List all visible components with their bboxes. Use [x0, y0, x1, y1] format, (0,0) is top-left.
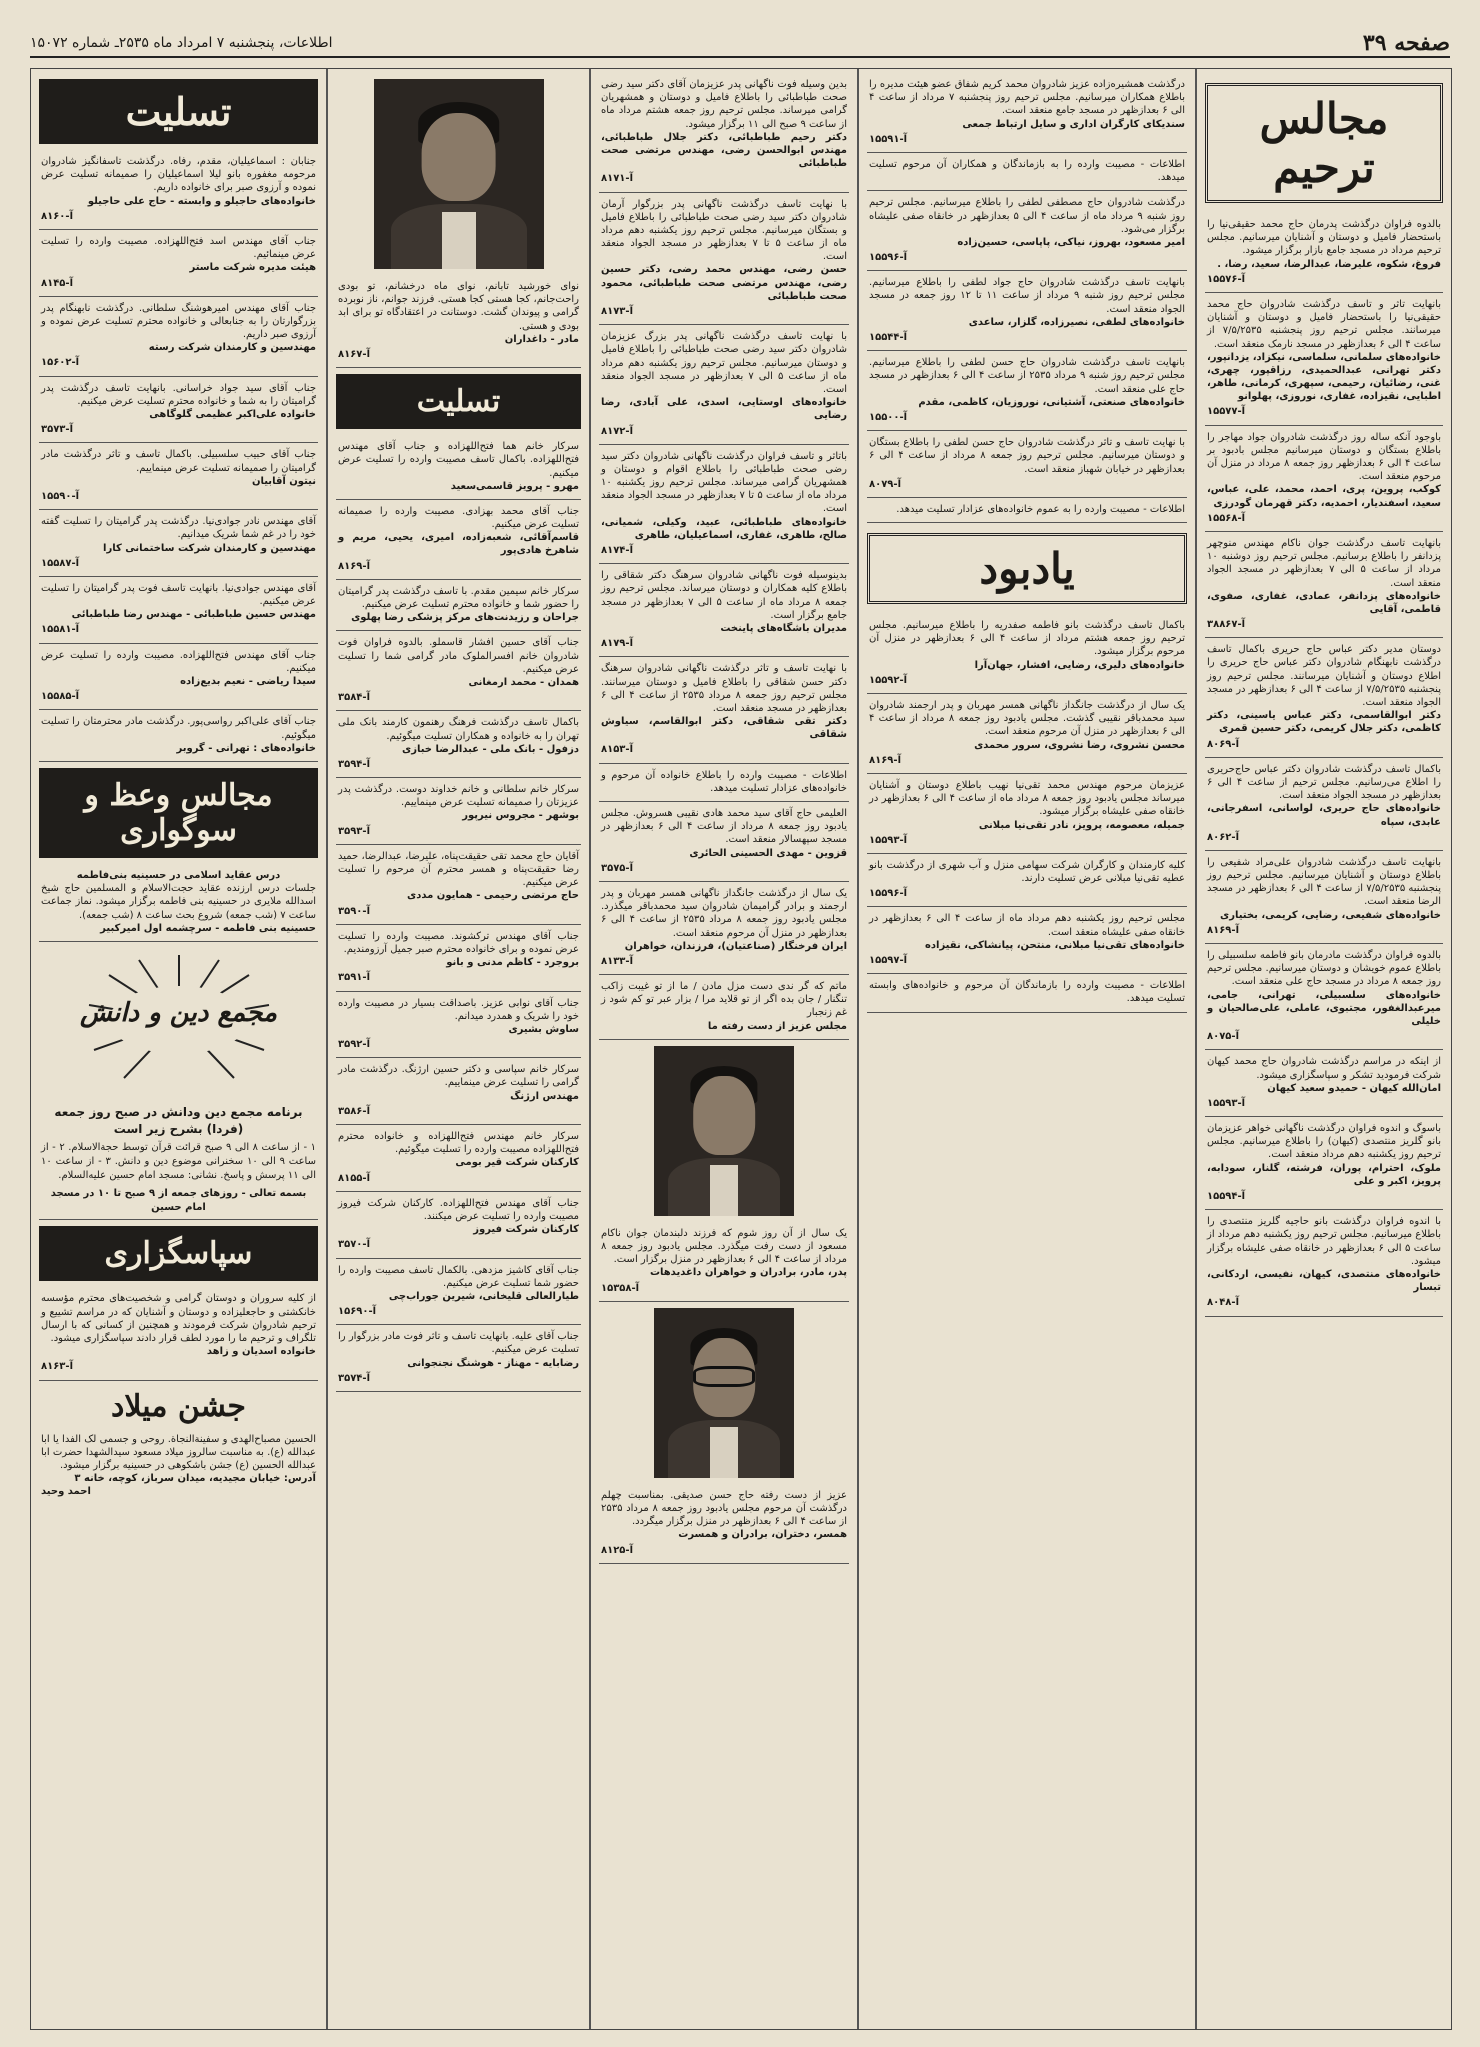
notice-item [336, 631, 581, 711]
notice-signature: مهندس حسین طباطبائی - مهندس رضا طباطبائی [71, 609, 316, 621]
notice-ref: آ-۸۱۶۷ [338, 348, 370, 360]
notice-item [599, 193, 849, 326]
notice-signature: ساوش بشیری [508, 1023, 579, 1035]
notice-item [336, 925, 581, 992]
jashn-address: آدرس: خیابان مجیدیه، میدان سرباز، کوچه، خانه ۳ [74, 1473, 316, 1485]
col3-notices-top [599, 73, 849, 1040]
notice-ref: آ-۸۱۶۹ [338, 560, 370, 572]
notice-ref: آ-۱۵۶۰۲ [41, 357, 80, 369]
banner-tasliat: تسلیت [39, 79, 318, 144]
vaz-notice [39, 864, 318, 942]
banner-majales-tarhim: مجالس ترحیم [1205, 83, 1443, 203]
notice-ref: آ-۳۵۹۲ [338, 1039, 370, 1051]
notice-text: جناب آقای مهندس ترکشوند. مصیبت وارده را تسلیت عرض نموده و برای خانواده محترم صبر جمیل آرزومندیم. [338, 930, 579, 955]
notice-item [39, 297, 318, 377]
column-5 [31, 69, 327, 2029]
notice-text: سرکار خانم سپاسی و دکتر حسین ارژنگ. درگذشت مادر گرامی را تسلیت عرض مینماییم. [338, 1064, 579, 1089]
notice-signature: دزفول - بانک ملی - عبدالرضا خبازی [402, 743, 579, 755]
notice-item [39, 377, 318, 444]
column-4 [327, 69, 590, 2029]
notice-signature: خانواده‌های دلیری، رضایی، افشار، جهان‌آرا [974, 659, 1185, 671]
program-title: برنامه مجمع دین ودانش در صبح روز جمعه (فردا) بشرح زیر است [54, 1104, 303, 1136]
notice-item [1205, 532, 1443, 638]
notice-text: بدینوسیله فوت ناگهانی شادروان سرهنگ دکتر شقاقی را باطلاع کلیه همکاران و دوستان میرساند. مجلس ترحیم روز جمعه ۸ مرداد ماه از ساعت ۵ الی ۷ بعدازظهر در مسجد جامع برگزار است. [601, 570, 847, 621]
sepas-text: از کلیه سروران و دوستان گرامی و شخصیت‌های محترم مؤسسه خانکشتی و حاجعلیزاده و دوستان و آشنایان که در مراسم تشییع و ترحیم شادروان شرکت فرمودند و همچنین از کسانی که با ارسال تلگراف و ترحیم ما را مورد لطف قرار دادند سپاسگزاری میشود. [41, 1293, 316, 1345]
notice-text: باتاثر و تاسف فراوان درگذشت ناگهانی شادروان دکتر سید رضی صحت طباطبائی را باطلاع اقوام و دوستان و همشهریان گرامی میرساند. مجلس ترحیم روز یکشنبه ۱۰ مرداد ماه از ساعت ۵ تا ۷ بعدازظهر در مسجد الجواد منعقد است. [601, 450, 848, 515]
notice-ref: آ-۳۵۹۴ [338, 758, 370, 770]
notice-ref: آ-۱۵۶۹۰ [338, 1306, 377, 1318]
notice-text: جناب آقای حبیب سلسبیلی. باکمال تاسف و تاثر درگذشت مادر گرامیتان را صمیمانه تسلیت عرض مینماییم. [41, 449, 316, 474]
sepas-signature: خانواده اسدیان و زاهد [206, 1346, 316, 1358]
column-2 [858, 69, 1196, 2029]
page-number: صفحه ۳۹ [1362, 30, 1450, 56]
notice-ref: آ-۸۱۵۵ [338, 1172, 370, 1184]
notice-item [336, 500, 581, 580]
notice-text: جناب آقای علیه. بانهایت تاسف و تاثر فوت مادر بزرگوار را تسلیت عرض میکنیم. [338, 1331, 579, 1356]
column-3 [590, 69, 858, 2029]
notice-text: با نهایت تاسف و تاثر درگذشت شادروان حاج حسن لطفی را باطلاع بستگان و دوستان میرسانیم. مجلس ترحیم روز جمعه ۸ مرداد از ساعت ۴ الی ۶ بعدازظهر در خیابان شهباز منعقد است. [869, 437, 1186, 475]
notice-ref: آ-۳۵۹۳ [338, 825, 370, 837]
notice-text: آقای مهندس نادر جوادی‌نیا. درگذشت پدر گرامیتان را تسلیت گفته خود را در غم شما شریک میدانیم. [41, 516, 316, 541]
notice-item [336, 1325, 581, 1392]
memorial-photo-man [374, 79, 544, 269]
notice-item [867, 907, 1187, 974]
notice-ref: آ-۸۱۷۹ [601, 638, 633, 650]
notice-ref: آ-۸۰۷۵ [1207, 1031, 1239, 1043]
notice-ref: آ-۱۵۵۹۳ [1207, 1097, 1246, 1109]
notice-text: از اینکه در مراسم درگذشت شادروان حاج محمد کیهان شرکت فرمودید تشکر و سپاسگزاری میشود. [1207, 1056, 1441, 1081]
notice-item [599, 1484, 849, 1564]
notice-ref: آ-۸۱۷۳ [601, 306, 633, 317]
notice-ref: آ-۳۵۹۱ [338, 972, 370, 984]
notice-item [1205, 213, 1443, 293]
notice-text: بانهایت تاسف درگذشت شادروان علی‌مراد شفیعی را باطلاع دوستان و آشنایان میرسانیم. مجلس ترحیم روز پنجشنبه ۷/۵/۲۵۳۵ از ساعت ۴ الی ۶ بعدازظهر در مسجد الرضا منعقد است. [1207, 856, 1441, 908]
notice-text: آقایان حاج محمد تقی حقیقت‌پناه، علیرضا، عبدالرضا، حمید رضا حقیقت‌پناه و همسر محترم آن مرحوم را تسلیت عرض میکنیم. [338, 850, 579, 889]
notice-item [39, 443, 318, 510]
notice-signature: دکتر رحیم طباطبائی، دکتر جلال طباطبائی، مهندس ابوالحسن رضی، مهندس مرتضی صحت طباطبائی [601, 131, 847, 170]
notice-text: درگذشت همشیره‌زاده عزیز شادروان محمد کریم شفاق عضو هیئت مدیره را باطلاع همکاران میرسانیم. مجلس ترحیم روز پنجشنبه ۷ مرداد از ساعت ۴ الی ۶ بعدازظهر در مسجد جامع منعقد است. [869, 79, 1186, 117]
notice-signature: مهندس ارژنگ [510, 1090, 579, 1102]
notice-signature: بوشهر - مجروس نیرپور [462, 810, 579, 822]
notice-item [599, 564, 849, 657]
notice-signature: خانواده‌های حاجیلو و وابسته - حاج علی حاجیلو [87, 195, 316, 207]
notice-item [599, 764, 849, 802]
notice-ref: آ-۱۵۵۹۶ [869, 252, 908, 264]
notice-ref: آ-۱۵۵۹۳ [869, 834, 908, 846]
notice-ref: آ-۸۱۳۳ [601, 955, 633, 967]
jashn-milad-title: جشن میلاد [111, 1388, 246, 1424]
notice-item [336, 778, 581, 845]
notice-ref: آ-۸۰۴۸ [1207, 1297, 1239, 1309]
notice-text: جناب آقای سید جواد خراسانی. بانهایت تاسف درگذشت پدر گرامیتان را به شما و خانواده محترم تسلیت عرض میکنیم. [41, 382, 316, 407]
notice-signature: خانواده‌های صنعتی، آشتیانی، نوروزیان، کاظمی، مقدم [918, 396, 1185, 408]
program-notice [39, 1098, 318, 1221]
notice-text: جناب آقای علی‌اکبر رواسی‌پور. درگذشت مادر محترمتان را تسلیت میگوئیم. [41, 716, 316, 741]
notice-item [599, 445, 849, 565]
notice-text: یک سال از درگذشت جانگداز ناگهانی همسر مهربان و پدر ارجمند و برادر گرامیمان شادروان سید محمدباقر میگذرد. مجلس یادبود روز جمعه ۸ مرداد ۲۵۳۵ از ساعت ۴ الی ۶ بعدازظهر در منزل آن مرحوم منعقد است. [601, 887, 847, 939]
notice-signature: همدان - محمد ارمغانی [468, 676, 579, 688]
notice-text: دوستان مدیر دکتر عباس حاج حریری باکمال تاسف درگذشت نابهنگام شادروان دکتر عباس حاج حریری را اطلاع دوستان و آشنایان میرسانند. مجلس ترحیم روز پنجشنبه ۷/۵/۲۵۳۵ از ساعت ۴ الی ۶ بعدازظهر در مسجد الجواد منعقد است. [1207, 644, 1441, 708]
notice-ref: آ-۳۵۸۶ [338, 1105, 370, 1117]
notice-text: با نهایت تاسف و تاثر درگذشت ناگهانی شادروان سرهنگ دکتر حسن شقاقی را باطلاع فامیل و دوستان میرسانند. مجلس ترحیم روز جمعه ۸ مرداد ۲۵۳۵ از ساعت ۴ الی ۶ بعدازظهر در مسجد منعقد است. [601, 663, 847, 714]
notice-signature: کارکنان شرکت فیروز [473, 1224, 579, 1236]
notice-item [599, 73, 849, 193]
banner-sepasgozari: سپاسگزاری [39, 1226, 318, 1281]
col1-notices [1205, 213, 1443, 1317]
notice-text: باکمال تاسف درگذشت شادروان دکتر عباس حاج‌حریری را اطلاع می‌رسانیم. مجلس ترحیم از ساعت ۴ الی ۶ بعدازظهر در مسجد الجواد منعقد است. [1207, 763, 1441, 802]
notice-ref: آ-۳۸۸۶۷ [1207, 619, 1246, 631]
notice-signature: مدیران باشگاه‌های پاینخت [720, 622, 847, 634]
col3-notices-bottom [599, 1484, 849, 1564]
notice-item [599, 657, 849, 763]
notice-signature: خانواده‌های طباطبائی، عبید، وکیلی، شمیانی، صالح، طاهری، غفاری، اسماعیلیان، طاهری [601, 516, 847, 541]
page-header [30, 30, 1450, 58]
jashn-notice [39, 1428, 318, 1505]
notice-text: بالدوه فراوان درگذشت پدرمان حاج محمد حقیقی‌نیا را باستحضار فامیل و دوستان و آشنایان میرسانیم. مجلس ترحیم مرداد در مسجد جامع بازار برگزار میشود. [1207, 219, 1441, 257]
notice-text: باوجود آنکه ساله روز درگذشت شادروان جواد مهاجر را باطلاع بستگان و دوستان میرسانیم مجلس بادبود بر ساعت ۴ الی ۶ بعدازظهر روز جمعه ۸ مرداد در منزل آن مرحوم منعقد است. [1207, 431, 1441, 483]
notice-item [336, 1058, 581, 1125]
notice-text: بانهایت تاسف درگذشت جوان ناکام مهندس منوچهر پزدانفر را باطلاع برسانیم. مجلس ترحیم روز دوشنبه ۱۰ مرداد از ساعت ۵ الی ۷ بعدازظهر در مسجد الجواد منعقد است. [1207, 537, 1441, 589]
notice-text: درگذشت شادروان حاج مصطفی لطفی را باطلاع میرسانیم. مجلس ترحیم روز شنبه ۹ مرداد ماه از ساعت ۴ الی ۵ بعدازظهر در خانقاه صفی علیشاه برگزار می‌شود. [869, 197, 1185, 235]
notice-item [1205, 1050, 1443, 1117]
notice-text: نوای خورشید تابانم، نوای ماه درخشانم، تو بودی راحت‌جانم، کجا هستی کجا هستی. فرزند جوانم، ناز نوبرده گرامی و پیوندان گشت. دوستانت در اعتقادگاه تو برای ابد بودی و هستی. [338, 281, 579, 332]
notice-item [867, 191, 1187, 271]
notice-item [867, 271, 1187, 351]
notice-item [336, 845, 581, 925]
notice-signature: محسن نشروی، رضا نشروی، سرور محمدی [974, 739, 1185, 751]
notice-ref: آ-۱۵۳۵۸ [601, 1282, 640, 1294]
notice-signature: حسن رضی، مهندس محمد رضی، دکتر حسین رضی، مهندس مرتضی صحت طباطبائی، محمود صحت طباطبائی [601, 264, 847, 302]
notice-signature: پدر، مادر، برادران و خواهران داغدیدهات [649, 1267, 847, 1279]
notice-ref: آ-۱۵۵۹۷ [869, 955, 908, 966]
notice-ref: آ-۱۵۵۸۵ [41, 691, 80, 703]
notice-ref: آ-۱۵۵۰۰ [869, 411, 908, 423]
notice-text: جناب آقای کاشیز مزدهی. بالکمال تاسف مصیبت وارده را حضور شما تسلیت عرض میکنیم. [338, 1264, 579, 1289]
col2-notices-bottom [867, 614, 1187, 1013]
jashn-sign: احمد وحید [41, 1486, 91, 1498]
notice-signature: خانواده‌های حاج حریری، لواسانی، اسفرجانی، عابدی، سپاه [1207, 803, 1441, 828]
notice-signature: نیتون آقابیان [251, 475, 316, 487]
notice-signature: خانواده علی‌اکبر عظیمی گلوگاهی [149, 409, 316, 420]
notice-text: کلیه کارمندان و کارگران شرکت سهامی منزل و آب شهری از درگذشت بانو عطیه تقی‌نیا مبلانی عرض تسلیت دارند. [869, 859, 1185, 885]
notice-text: بالدوه فراوان درگذشت مادرمان بانو فاطمه سلسبیلی را باطلاع عموم خویشان و دوستان میرسانیم. مجلس ترحیم روز جمعه ۸ مرداد در مسجد حاج علی منعقد است. [1207, 950, 1441, 988]
notice-item [867, 854, 1187, 908]
notice-text: سرکار خانم مهندس فتح‌اللهزاده و خانواده محترم فتح‌اللهزاده مصیبت وارده را تسلیت میگوئیم. [338, 1131, 579, 1156]
notice-ref: آ-۱۵۵۸۱ [41, 624, 80, 636]
notice-text: اطلاعات - مصیبت وارده را بازماندگان آن مرحوم و خانواده‌های وابسته تسلیت میدهد. [869, 980, 1185, 1005]
sepas-notice [39, 1287, 318, 1380]
din-danesh-text: مجمع دین و دانش [79, 997, 278, 1028]
din-danesh-logo [39, 950, 318, 1090]
notice-ref: آ-۳۵۷۴ [338, 1372, 370, 1384]
col4-notices-bottom [336, 435, 581, 1392]
notice-signature: جراحان و رزیدنت‌های مرکز پزشکی رضا پهلوی [351, 612, 579, 624]
notice-item [336, 1192, 581, 1259]
notice-ref: آ-۸۱۷۲ [601, 425, 633, 437]
jashn-text: الحسین مصباح‌الهدی و سفینةالنجاة. روحی و جسمی لک الفدا یا ابا عبدالله (ع). به مناسبت سالروز میلاد مسعود سیدالشهدا حضرت ابا عبدالله الحسین (ع) جشن باشکوهی در حسینیه برگزار میشود. [41, 1433, 316, 1471]
notice-text: باکمال تاسف درگذشت فرهنگ رهنمون کارمند بانک ملی تهران را به خانواده و همکاران تسلیت میگوئیم. [338, 717, 579, 742]
notice-signature: خانواده‌های پزدانفر، عمادی، غفاری، صفوی، قاطمی، آقایی [1207, 590, 1441, 615]
notice-text: جنابان : اسماعیلیان، مقدم، رفاه. درگذشت تاسفانگیز شادروان مرحومه مغفوره بانو لیلا اسماعیلیان را صمیمانه تسلیت عرض نموده و آرزوی صبر برای خانواده داریم. [41, 156, 316, 194]
notice-item [336, 275, 581, 368]
notice-signature: خانواده‌های اوستایی، اسدی، علی آبادی، رضا رضایی [601, 397, 847, 422]
notice-ref: آ-۳۵۸۴ [338, 692, 370, 704]
notice-text: باکمال تاسف درگذشت بانو فاطمه صفدریه را باطلاع میرسانیم. مجلس ترحیم روز جمعه هشتم مرداد از ساعت ۴ الی ۶ بعدازظهر در منزل آن مرحوم برگزار میشود. [869, 620, 1185, 658]
notice-text: عزیز از دست رفته حاج حسن صدیقی. بمناسبت چهلم درگذشت آن مرحوم مجلس یادبود روز جمعه ۸ مرداد ۲۵۳۵ از ساعت ۴ الی ۶ بعدازظهر در منزل برگزار میگردد. [601, 1489, 848, 1528]
notice-ref: آ-۱۵۵۹۶ [869, 888, 908, 900]
notice-item [336, 711, 581, 778]
notice-signature: خانواده‌های سلسبیلی، تهرانی، جامی، میرعبدالغفور، مجتبوی، عاملی، علی‌صالحیان و خلیلی [1207, 989, 1441, 1027]
notice-item [1205, 426, 1443, 532]
notice-signature: قزوین - مهدی الحسینی الحائری [689, 847, 847, 859]
notice-signature: خانواده‌های سلمانی، سلماسی، نیکزاد، یزدانپور، دکتر تهرانی، عبدالحمیدی، رزاقپور، چهری، غنی، رضائیان، رحیمی، سپهری، کرمانی، طاهر، اطبایی، نقیزاده، غفاری، نوروزی، پهلوانو [1207, 351, 1441, 403]
col4-notices-top [336, 275, 581, 368]
banner-vaz-sogvari: مجالس وعظ و سوگواری [39, 768, 318, 858]
notice-ref: آ-۱۵۵۷۶ [1207, 273, 1246, 285]
issue-info: اطلاعات، پنجشنبه ۷ امرداد ماه ۲۵۳۵ـ شماره ۱۵۰۷۲ [30, 35, 333, 51]
notice-item [599, 1222, 849, 1302]
notice-text: جناب آقای مهندس اسد فتح‌اللهزاده. مصیبت وارده را تسلیت عرض مینمائیم. [41, 235, 316, 261]
vaz-text: جلسات درس ارزنده عقاید حجت‌الاسلام و المسلمین حاج شیخ اسدالله ملایری در حسینیه بنی فاطمه برگزار میشود. نماز جماعت ساعت ۷ (شب جمعه) شروع بحث ساعت ۸ (شب جمعه). [41, 883, 316, 921]
notice-ref: آ-۸۱۶۰ [41, 210, 73, 222]
notice-text: بانهایت تاسف درگذشت شادروان حاج حسن لطفی را باطلاع میرسانیم. مجلس ترحیم روز شنبه ۹ مرداد ۲۵۳۵ از ساعت ۴ الی ۶ بعدازظهر در مسجد حاج علی منعقد است. [869, 357, 1185, 395]
program-footer: بسمه تعالی - روزهای جمعه از ۹ صبح تا ۱۰ در مسجد امام حسین [50, 1188, 307, 1214]
notice-ref: آ-۱۵۵۹۰ [41, 490, 80, 502]
notice-ref: آ-۸۱۲۵ [601, 1544, 633, 1556]
notice-signature: کارکنان شرکت قیر بومی [455, 1157, 579, 1169]
notice-item [867, 498, 1187, 523]
notice-text: اطلاعات - مصیبت وارده را به عموم خانواده‌های عزادار تسلیت میدهد. [896, 503, 1185, 515]
notice-item [1205, 638, 1443, 758]
notice-item [867, 774, 1187, 854]
notice-ref: آ-۸۱۴۵ [41, 277, 73, 289]
notice-signature: ایران فرخنگار (صناعتیان)، فرزندان، خواهران [624, 940, 847, 952]
newspaper-columns [30, 68, 1452, 2030]
notice-text: جناب آقای مهندس امیرهوشنگ سلطانی. درگذشت نابهنگام پدر بزرگوارتان را به جنابعالی و خانواده محترم تسلیت عرض نموده و آرزوی صبر داریم. [41, 302, 316, 341]
notice-ref: آ-۸۰۶۹ [1207, 738, 1239, 750]
notice-ref: آ-۳۵۹۰ [338, 905, 370, 917]
notice-item [336, 580, 581, 632]
notice-signature: طیارالعالی قلیخانی، شیرین جوراب‌چی [388, 1290, 579, 1302]
notice-text: اطلاعات - مصیبت وارده را به بازماندگان و همکاران آن مرحوم تسلیت میدهد. [869, 158, 1185, 184]
notice-text: جناب آقای مهندس فتح‌اللهزاده. کارکنان شرکت فیروز مصیبت وارده را تسلیت عرض میکنند. [338, 1197, 579, 1222]
notice-signature: کوکب، پروین، پری، احمد، محمد، علی، عباس، سعید، اسفندیار، احمدیه، دکتر قهرمان گودرزی [1207, 484, 1441, 509]
notice-signature: قاسم‌آقائی، شعبه‌زاده، امیری، یحیی، مریم و شاهرخ هادی‌پور [338, 532, 579, 557]
notice-text: العلیمی حاج آقای سید محمد هادی نقیبی هسروش. مجلس یادبود روز جمعه ۸ مرداد از ساعت ۴ الی ۶ بعدازظهر در مسجد سپهسالار منعقد است. [601, 808, 847, 846]
notice-ref: آ-۸۰۷۹ [869, 478, 901, 490]
notice-signature: خانواده‌های شفیعی، رضایی، کریمی، بختیاری [1220, 909, 1441, 921]
col3-notices-mid [599, 1222, 849, 1302]
notice-text: بانهایت تاثر و تاسف درگذشت شادروان حاج محمد حقیقی‌نیا را باستحضار فامیل و دوستان و آشنایان میرسانند. مجلس ترحیم روز پنجشنبه ۷/۵/۲۵۳۵ از ساعت ۴ الی ۶ بعدازظهر در مسجد نارمک منعقد است. [1207, 298, 1441, 350]
notice-item [39, 577, 318, 644]
notice-text: با نهایت تاسف درگذشت ناگهانی پدر بزرگوار آرمان شادروان دکتر سید رضی صحت طباطبائی را باطلاع فامیل و بستگان میرسانیم. مجلس ترحیم روز یکشنبه دهم مرداد ماه از ساعت ۵ تا ۷ بعدازظهر در مسجد الجواد منعقد است. [601, 198, 848, 263]
notice-signature: مهندسین و کارمندان شرکت ساختمانی کارا [103, 542, 316, 554]
banner-yadbood: یادبود [867, 533, 1187, 604]
notice-item [39, 644, 318, 711]
notice-item [1205, 944, 1443, 1050]
notice-text: اطلاعات - مصیبت وارده را باطلاع خانواده آن مرحوم و خانواده‌های عزادار تسلیت میدهد. [601, 769, 847, 794]
notice-text: جناب آقای حسین افشار قاسملو. بالدوه فراوان فوت شادروان خانم افسرالملوک مادر گرامی شما را تسلیت عرض میکنیم. [338, 637, 579, 675]
notice-signature: دکتر ابوالقاسمی، دکتر عباس یاسینی، دکتر کاظمی، دکتر جلال کریمی، دکتر حسین قمری [1207, 710, 1441, 735]
vaz-signature: حسینیه بنی فاطمه - سرچشمه اول امیرکبیر [100, 922, 316, 934]
notice-signature: خانواده‌های منتصدی، کیهان، نفیسی، اردکانی، تبسار [1207, 1268, 1441, 1294]
sepas-ref: آ-۸۱۶۳ [41, 1361, 73, 1373]
notice-text: بدین وسیله فوت ناگهانی پدر عزیزمان آقای دکتر سید رضی صحت طباطبائی را باطلاع فامیل و دوستان و همشهریان گرامی میرساند. مجلس ترحیم روز جمعه هشتم مرداد ماه از ساعت ۹ صبح الی ۱۱ برگزار میشود. [601, 79, 847, 130]
notice-item [39, 230, 318, 297]
notice-ref: آ-۱۵۵۹۴ [1207, 1191, 1246, 1202]
notice-signature: مهرو - پرویز قاسمی‌سعید [450, 480, 579, 492]
notice-text: جناب آقای محمد بهزادی. مصیبت وارده را صمیمانه تسلیت عرض میکنیم. [338, 505, 579, 531]
notice-text: یک سال از درگذشت جانگداز ناگهانی همسر مهربان و پدر ارجمند شادروان سید محمدباقر نقیبی گذشت. مجلس یادبود روز جمعه ۸ مرداد از ساعت ۴ الی ۶ بعدازظهر در منزل آن مرحوم منعقد است. [869, 700, 1185, 738]
column-1 [1196, 69, 1451, 2029]
notice-item [336, 435, 581, 500]
notice-item [599, 802, 849, 882]
notice-item [599, 882, 849, 975]
vaz-title: درس عقاید اسلامی در حسینیه بنی‌فاطمه [76, 869, 281, 881]
notice-text: یک سال از آن روز شوم که فرزند دلبندمان جوان ناکام مسعود از دست رفت میگذرد. مجلس یادبود روز جمعه ۸ مرداد از ساعت ۴ الی ۶ بعدازظهر در منزل برگزار است. [601, 1227, 847, 1266]
notice-signature: هیئت مدیره شرکت ماستر [189, 262, 316, 274]
notice-signature: مجلس عزیز از دست رفته ما [707, 1020, 847, 1032]
notice-item [867, 614, 1187, 694]
notice-text: با نهایت تاسف درگذشت ناگهانی پدر بزرگ عزیزمان شادروان دکتر سید رضی صحت طباطبائی را باطلاع فامیل و دوستان میرسانیم. مجلس ترحیم روز یکشنبه دهم مرداد ماه از ساعت ۵ الی ۷ بعدازظهر در مسجد الجواد منعقد است. [601, 331, 848, 395]
notice-item [867, 351, 1187, 431]
banner-tasliat-2: تسلیت [336, 374, 581, 429]
notice-signature: خانواده‌های تقی‌نیا مبلانی، منتحن، پیانشاکی، نقیزاده [925, 939, 1185, 951]
notice-text: عزیزمان مرحوم مهندس محمد تقی‌نیا نهیب باطلاع دوستان و آشنایان میرساند مجلس یادبود روز جمعه ۸ مرداد ماه از ساعت ۴ الی ۶ بعدازظهر در خانقاه صفی علیشاه برگزار میشود. [869, 779, 1185, 818]
notice-signature: ملوک، احترام، پوران، فرشته، گلنار، سودابه، پرویز، اکبر و علی [1207, 1162, 1441, 1187]
notice-signature: سیدا ریاضی - نعیم بدیع‌زاده [180, 676, 316, 687]
notice-signature: امیر مسعود، بهروز، نیاکی، پاپاسی، حسین‌زاده [957, 236, 1185, 248]
notice-item [867, 694, 1187, 774]
notice-item [599, 975, 849, 1040]
notice-ref: آ-۱۵۵۹۲ [869, 674, 908, 686]
notice-text: سرکار خانم سلطانی و خانم خداوند دوست. درگذشت پدر عزیزتان را صمیمانه تسلیت عرض مینماییم. [338, 784, 579, 809]
notice-ref: آ-۸۱۶۹ [1207, 924, 1239, 936]
notice-item [867, 431, 1187, 498]
notice-signature: رضابایه - مهناز - هوشنگ نجنجوانی [407, 1357, 579, 1369]
notice-ref: آ-۱۵۵۸۷ [41, 557, 80, 569]
notice-item [336, 1259, 581, 1326]
notice-signature: خانواده‌های لطفی، نصیرزاده، گلزار، ساعدی [968, 316, 1185, 328]
notice-ref: آ-۱۵۵۶۸ [1207, 512, 1246, 524]
notice-item [867, 974, 1187, 1012]
notice-text: باسوگ و اندوه فراوان درگذشت ناگهانی خواهر عزیزمان بانو گلریز منتصدی (کیهان) را باطلاع میرسانیم. مجلس ترحیم روز یکشنبه دهم مرداد منعقد است. [1207, 1123, 1441, 1161]
notice-signature: مهندسین و کارمندان شرکت رسته [148, 342, 316, 354]
notice-ref: آ-۱۵۵۴۴ [869, 332, 908, 343]
notice-item [39, 510, 318, 577]
notice-item [1205, 851, 1443, 944]
notice-signature: خانواده‌های : تهرانی - گروبر [176, 742, 316, 754]
notice-signature: سندیکای کارگران اداری و سایل ارتباط جمعی [962, 118, 1185, 130]
notice-signature: بروجرد - کاظم مدنی و بانو [446, 957, 579, 969]
notice-signature: دکتر تقی شقاقی، دکتر ابوالقاسم، سیاوش شقاقی [601, 716, 847, 741]
notice-text: ماتم که گر ندی دست مزل مادن / ما از تو غیبت زاکب تنگنار / جان بده اگر از تو قلاید مرا / بزار عبر تو کم شود ز غم زنجبار [601, 981, 847, 1019]
notice-signature: حاج مرتضی رحیمی - همایون مددی [407, 890, 579, 902]
notice-item [867, 153, 1187, 191]
notice-item [1205, 758, 1443, 851]
notice-ref: آ-۳۵۷۳ [41, 424, 73, 436]
notice-text: سرکار خانم هما فتح‌اللهزاده و جناب آقای مهندس فتح‌اللهزاده. باکمال تاسف مصیبت وارده را تسلیت عرض میکنیم. [338, 441, 579, 479]
notice-item [1205, 1117, 1443, 1210]
col2-notices-top [867, 73, 1187, 523]
notice-item [336, 992, 581, 1059]
notice-item [39, 710, 318, 762]
notice-text: جناب آقای مهندس فتح‌اللهزاده. مصیبت وارده را تسلیت عرض میکنیم. [41, 649, 316, 674]
notice-item [599, 325, 849, 445]
notice-text: آقای مهندس جوادی‌نیا. بانهایت تاسف فوت پدر گرامیتان را تسلیت عرض میکنیم. [41, 582, 316, 608]
notice-text: سرکار خانم سیمین مقدم. با تاسف درگذشت پدر گرامیتان را حضور شما و خانواده محترم تسلیت عرض میکنیم. [338, 585, 579, 610]
notice-ref: آ-۸۱۶۹ [869, 754, 901, 766]
notice-signature: امان‌الله کیهان - حمیدو سعید کیهان [1267, 1082, 1441, 1094]
notice-item [39, 150, 318, 230]
notice-signature: مادر - داغداران [504, 333, 579, 345]
memorial-photo-man-glasses [654, 1308, 794, 1478]
notice-ref: آ-۳۵۷۵ [601, 862, 633, 874]
notice-item [867, 73, 1187, 153]
notice-ref: آ-۳۵۷۰ [338, 1239, 370, 1251]
notice-text: جناب آقای نوابی عزیز. باصداقت بسیار در مصیبت وارده خود را شریک و همدرد میدانم. [338, 997, 579, 1022]
notice-item [336, 1125, 581, 1192]
notice-item [1205, 1210, 1443, 1316]
col5-condolence-notices [39, 150, 318, 762]
notice-ref: آ-۱۵۵۷۷ [1207, 406, 1246, 418]
notice-signature: جمیله، معصومه، پرویز، نادر تقی‌نیا مبلانی [978, 819, 1185, 831]
notice-ref: آ-۱۵۵۹۱ [869, 133, 908, 145]
notice-item [1205, 293, 1443, 426]
notice-signature: همسر، دختران، برادران و همسرت [678, 1529, 847, 1541]
notice-signature: فروغ، شکوه، علیرضا، عبدالرضا، سعید، رضا، . [1217, 258, 1441, 270]
memorial-photo-young-man [654, 1046, 794, 1216]
notice-ref: آ-۸۱۷۱ [601, 173, 633, 185]
notice-ref: آ-۸۰۶۲ [1207, 831, 1239, 843]
program-text: ۱ - از ساعت ۸ الی ۹ صبح قرائت قرآن توسط حجة‌الاسلام. ۲ - از ساعت ۹ الی ۱۰ سخنرانی موضوع دین و دانش. ۳ - از ساعت ۱۰ الی ۱۱ پرسش و پاسخ. نشانی: مسجد امام حسین علیه‌السلام. [41, 1142, 316, 1182]
notice-text: مجلس ترحیم روز یکشنبه دهم مرداد ماه از ساعت ۴ الی ۶ بعدازظهر در خانقاه صفی علیشاه منعقد است. [869, 913, 1185, 938]
notice-text: با اندوه فراوان درگذشت بانو حاجیه گلریز منتصدی را باطلاع میرسانیم. مجلس ترحیم روز یکشنبه دهم مرداد از ساعت ۵ الی ۶ بعدازظهر در خانقاه صفی علیشاه برگزار میشود. [1207, 1216, 1441, 1267]
notice-text: بانهایت تاسف درگذشت شادروان حاج جواد لطفی را باطلاع میرسانیم. مجلس ترحیم روز شنبه ۹ مرداد از ساعت ۱۱ تا ۱۲ روز جمعه در مسجد الجواد منعقد است. [869, 277, 1186, 315]
notice-ref: آ-۸۱۵۳ [601, 744, 633, 756]
notice-ref: آ-۸۱۷۴ [601, 545, 633, 556]
